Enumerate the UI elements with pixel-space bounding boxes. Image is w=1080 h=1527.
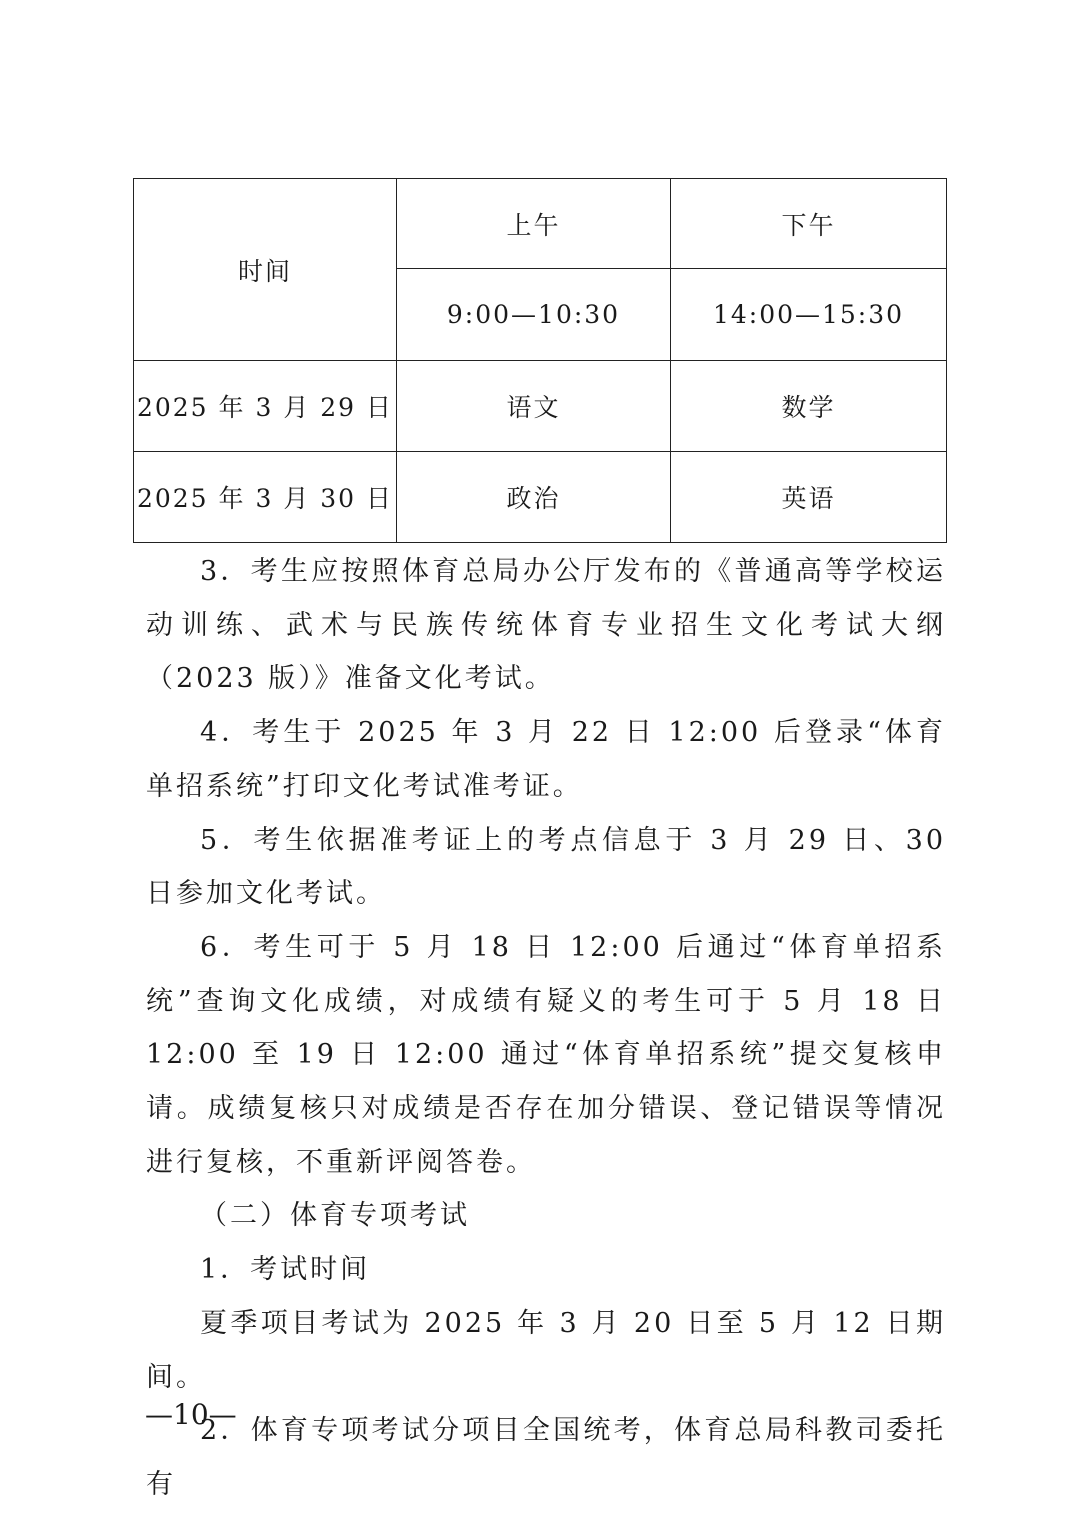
date-cell: 2025 年 3 月 30 日 bbox=[134, 451, 397, 542]
afternoon-subject-cell: 英语 bbox=[671, 451, 947, 542]
table-header-row bbox=[134, 179, 947, 269]
subheading-exam-time: 1．考试时间 bbox=[200, 1254, 371, 1286]
morning-time-cell: 9:00—10:30 bbox=[397, 269, 671, 361]
paragraph-item-4: 4．考生于 2025 年 3 月 22 日 12:00 后登录“体育单招系统”打印文化考试准考证。 bbox=[146, 717, 946, 802]
section-heading-sports-exam: （二）体育专项考试 bbox=[200, 1200, 470, 1232]
exam-schedule-table bbox=[133, 178, 947, 543]
time-header-cell: 时间 bbox=[134, 179, 397, 361]
body-text bbox=[146, 545, 946, 1512]
paragraph-item-6: 6．考生可于 5 月 18 日 12:00 后通过“体育单招系统”查询文化成绩，对成绩有疑义的考生可于 5 月 18 日 12:00 至 19 日 12:00 通过“体育单招系统”提交复核申请。成绩复核只对成绩是否存在加分错误、登记错误等情况进行复核，不重新评阅答卷。 bbox=[146, 931, 946, 1178]
morning-subject-cell: 语文 bbox=[397, 361, 671, 451]
afternoon-time-cell: 14:00—15:30 bbox=[671, 269, 947, 361]
paragraph-item-5: 5．考生依据准考证上的考点信息于 3 月 29 日、30 日参加文化考试。 bbox=[146, 824, 946, 910]
table-row bbox=[134, 451, 947, 542]
table-row bbox=[134, 361, 947, 451]
afternoon-header-cell: 下午 bbox=[671, 179, 947, 269]
date-cell: 2025 年 3 月 29 日 bbox=[134, 361, 397, 451]
paragraph-item-3: 3．考生应按照体育总局办公厅发布的《普通高等学校运动训练、武术与民族传统体育专业招生文化考试大纲（2023 版）》准备文化考试。 bbox=[146, 556, 946, 695]
page-number: —10— bbox=[145, 1398, 237, 1431]
afternoon-subject-cell: 数学 bbox=[671, 361, 947, 451]
morning-header-cell: 上午 bbox=[397, 179, 671, 269]
paragraph-item-2: 2．体育专项考试分项目全国统考，体育总局科教司委托有 bbox=[146, 1415, 946, 1500]
paragraph-summer-exam-period: 夏季项目考试为 2025 年 3 月 20 日至 5 月 12 日期间。 bbox=[146, 1307, 946, 1393]
morning-subject-cell: 政治 bbox=[397, 451, 671, 542]
